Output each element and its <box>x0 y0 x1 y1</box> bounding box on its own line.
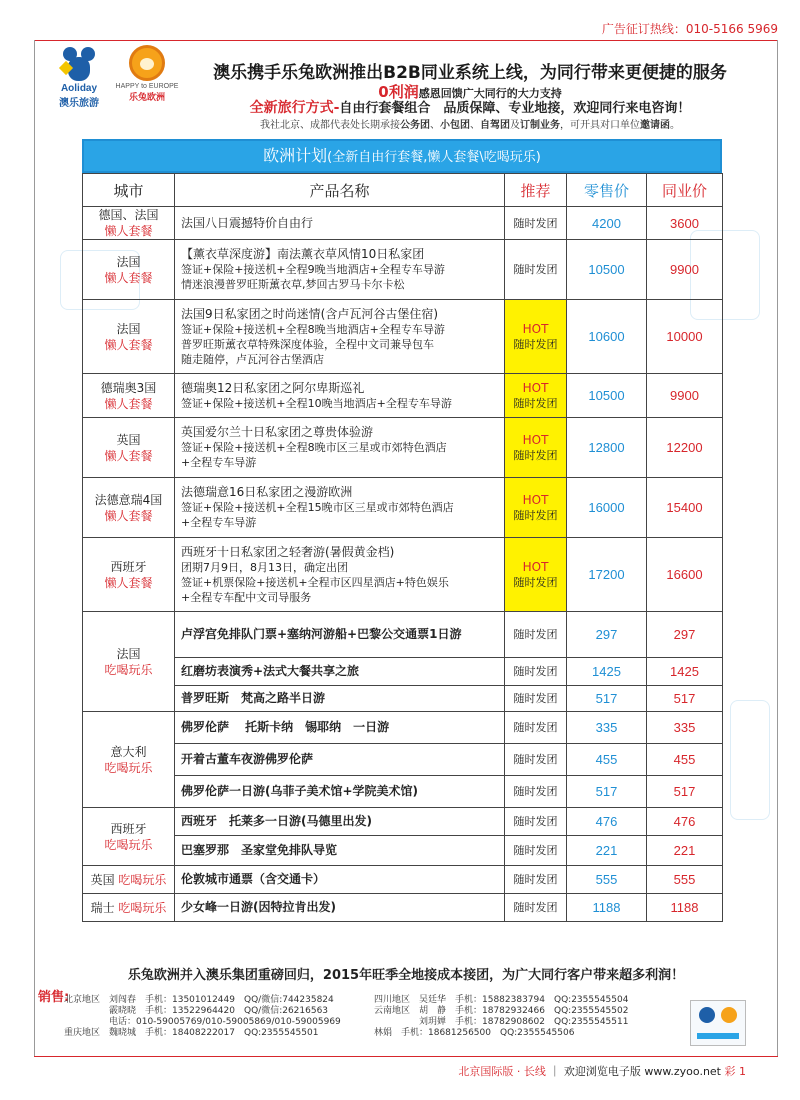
package-type: 吃喝玩乐 <box>104 760 153 775</box>
office-note-text: 、 <box>470 120 480 131</box>
retail-price: 4200 <box>567 207 647 240</box>
product-line: 签证+保险+接送机+全程10晚当地酒店+全程专车导游 <box>181 396 452 410</box>
product-line: 签证+保险+接送机+全程15晚市区三星或市郊特色酒店 <box>181 501 454 514</box>
package-type: 懒人套餐 <box>104 337 153 352</box>
trade-price: 1425 <box>647 658 723 686</box>
product-cell <box>175 538 505 612</box>
new-travel-line <box>190 97 750 117</box>
retail-price: 555 <box>567 866 647 894</box>
table-row <box>83 866 723 894</box>
footer-edition: 北京国际版 · 长线 <box>458 1065 546 1078</box>
product-cell <box>175 300 505 374</box>
table-row <box>83 776 723 808</box>
page-footer <box>458 1063 746 1079</box>
city-cell <box>83 478 175 538</box>
city-cell <box>83 374 175 418</box>
product-line: 法德瑞意16日私家团之漫游欧洲 <box>181 485 353 499</box>
office-note-text: 。 <box>670 120 680 131</box>
table-row <box>83 744 723 776</box>
trade-price: 517 <box>647 776 723 808</box>
city-cell <box>83 240 175 300</box>
header-trade-price: 同业价 <box>647 174 723 207</box>
trade-price: 335 <box>647 712 723 744</box>
product-line: 随走随停，卢瓦河谷古堡酒店 <box>181 352 324 366</box>
product-name: 西班牙 托莱多一日游(马德里出发) <box>175 808 505 836</box>
package-type: 懒人套餐 <box>104 508 153 523</box>
recommend-cell <box>505 374 567 418</box>
recommend-cell <box>505 207 567 240</box>
departure-note: 随时发团 <box>505 776 567 808</box>
city-cell <box>83 612 175 712</box>
trade-price: 9900 <box>647 240 723 300</box>
trade-price: 10000 <box>647 300 723 374</box>
package-type: 吃喝玩乐 <box>118 900 167 915</box>
departure-note: 随时发团 <box>513 263 558 276</box>
hot-badge: HOT <box>522 432 549 447</box>
product-line: 法国八日震撼特价自由行 <box>181 215 314 230</box>
trade-price: 297 <box>647 612 723 658</box>
plan-title: 欧洲计划 <box>263 146 328 165</box>
city-name: 法国 <box>116 646 141 661</box>
departure-note: 随时发团 <box>513 216 558 230</box>
sales-contact: 电话：010-59005769/010-59005869/010-59005969 <box>64 1017 341 1027</box>
product-name: 开着古董车夜游佛罗伦萨 <box>175 744 505 776</box>
sales-label: 销售: <box>38 990 70 1005</box>
city-name: 西班牙 <box>110 821 147 836</box>
city-cell <box>83 894 175 922</box>
footer-page-number: 彩 1 <box>724 1065 746 1078</box>
table-row <box>83 686 723 712</box>
city-cell <box>83 300 175 374</box>
sales-contacts-left <box>64 995 394 1039</box>
footer-separator: ｜ <box>549 1065 561 1078</box>
happy-logo-cn: 乐兔欧洲 <box>128 93 165 103</box>
bg-decoration <box>730 700 770 820</box>
product-line: +全程专车导游 <box>181 456 257 469</box>
table-row <box>83 712 723 744</box>
product-line: +全程专车导游 <box>181 516 257 529</box>
product-line: 【薰衣草深度游】南法薰衣草风情10日私家团 <box>181 247 425 261</box>
sales-contact: 霰晓晓 手机：13522964420 QQ/微信:26216563 <box>64 1006 329 1016</box>
package-type: 懒人套餐 <box>104 270 153 285</box>
departure-note: 随时发团 <box>513 575 558 589</box>
package-type: 吃喝玩乐 <box>104 837 153 852</box>
departure-note: 随时发团 <box>505 808 567 836</box>
product-line: 签证+机票保险+接送机+全程市区四星酒店+特色娱乐 <box>181 575 449 589</box>
table-row <box>83 478 723 538</box>
trade-price: 221 <box>647 836 723 866</box>
departure-note: 随时发团 <box>513 396 558 410</box>
departure-note: 随时发团 <box>513 337 558 351</box>
product-line: 签证+保险+接送机+全程9晚当地酒店+全程专车导游 <box>181 263 445 276</box>
package-type: 吃喝玩乐 <box>104 662 153 677</box>
office-note-text: 、 <box>430 120 440 131</box>
plan-subtitle: (全新自由行套餐,懒人套餐\吃喝玩乐) <box>327 150 541 165</box>
city-name: 德国、法国 <box>98 208 159 222</box>
sales-contact: 云南地区 胡 静 手机：18782932466 QQ:2355545502 <box>374 1006 629 1016</box>
aoliday-logo <box>50 45 108 109</box>
retail-price: 10500 <box>567 374 647 418</box>
footer-divider <box>34 1056 778 1057</box>
header-recommend: 推荐 <box>505 174 567 207</box>
table-row <box>83 207 723 240</box>
trade-price: 12200 <box>647 418 723 478</box>
table-row <box>83 374 723 418</box>
city-name: 英国 <box>90 872 115 887</box>
departure-note: 随时发团 <box>505 894 567 922</box>
zero-profit-text: 感恩回馈广大同行的大力支持 <box>418 87 562 100</box>
new-travel-text: 自由行套餐组合 品质保障、专业地接，欢迎同行来电咨询！ <box>339 101 691 116</box>
brand-thumbnail <box>690 1000 746 1046</box>
retail-price: 10600 <box>567 300 647 374</box>
departure-note: 随时发团 <box>505 612 567 658</box>
city-cell <box>83 712 175 808</box>
recommend-cell <box>505 418 567 478</box>
trade-price: 3600 <box>647 207 723 240</box>
retail-price: 297 <box>567 612 647 658</box>
product-name: 佛罗伦萨 托斯卡纳 锡耶纳 一日游 <box>175 712 505 744</box>
retail-price: 335 <box>567 712 647 744</box>
city-name: 法国 <box>116 254 141 269</box>
package-type: 懒人套餐 <box>104 224 153 238</box>
trade-price: 555 <box>647 866 723 894</box>
city-name: 德瑞奥3国 <box>100 380 157 395</box>
office-note-bold: 邀请函 <box>640 120 670 131</box>
aoliday-logo-en: Aoliday <box>60 83 98 94</box>
page-headline: 澳乐携手乐兔欧洲推出B2B同业系统上线，为同行带来更便捷的服务 <box>213 63 727 83</box>
hot-badge: HOT <box>522 492 549 507</box>
sales-contact: 重庆地区 魏晓城 手机：18408222017 QQ:2355545501 <box>64 1028 319 1038</box>
product-cell <box>175 374 505 418</box>
office-note-text: 我社北京、成都代表处长期承接 <box>260 120 400 131</box>
product-line: 西班牙十日私家团之轻奢游(暑假黄金档) <box>181 544 395 559</box>
product-cell <box>175 240 505 300</box>
trade-price: 476 <box>647 808 723 836</box>
product-name: 巴塞罗那 圣家堂免排队导览 <box>175 836 505 866</box>
package-type: 懒人套餐 <box>104 448 153 463</box>
hot-badge: HOT <box>522 380 549 395</box>
product-name: 红磨坊表演秀+法式大餐共享之旅 <box>175 658 505 686</box>
aoliday-logo-icon <box>59 45 99 83</box>
trade-price: 517 <box>647 686 723 712</box>
retail-price: 517 <box>567 776 647 808</box>
table-row <box>83 612 723 658</box>
sales-contact: 北京地区 刘闯春 手机：13501012449 QQ/微信:744235824 <box>64 995 334 1005</box>
product-line: 英国爱尔兰十日私家团之尊贵体验游 <box>181 425 374 439</box>
ad-hotline: 广告征订热线：010-5166 5969 <box>601 22 778 36</box>
retail-price: 1425 <box>567 658 647 686</box>
departure-note: 随时发团 <box>505 658 567 686</box>
sales-contact: 刘玥婵 手机：18782908602 QQ:2355545511 <box>374 1017 629 1027</box>
retail-price: 12800 <box>567 418 647 478</box>
product-line: 法国9日私家团之时尚迷情(含卢瓦河谷古堡住宿) <box>181 306 438 321</box>
product-line: 签证+保险+接送机+全程8晚市区三星或市郊特色酒店 <box>181 441 447 454</box>
office-note <box>190 116 750 131</box>
product-cell <box>175 418 505 478</box>
footer-website-text: 欢迎浏览电子版 www.zyoo.net <box>563 1065 721 1078</box>
city-name: 法德意瑞4国 <box>94 492 163 507</box>
city-name: 英国 <box>116 432 141 447</box>
header-city: 城市 <box>83 174 175 207</box>
package-type: 懒人套餐 <box>104 396 153 411</box>
retail-price: 455 <box>567 744 647 776</box>
trade-price: 15400 <box>647 478 723 538</box>
departure-note: 随时发团 <box>513 508 558 522</box>
table-header-row <box>83 174 723 207</box>
city-name: 西班牙 <box>110 559 147 574</box>
departure-note: 随时发团 <box>505 712 567 744</box>
product-name: 佛罗伦萨一日游(乌菲子美术馆+学院美术馆) <box>175 776 505 808</box>
retail-price: 10500 <box>567 240 647 300</box>
retail-price: 17200 <box>567 538 647 612</box>
recommend-cell <box>505 538 567 612</box>
retail-price: 16000 <box>567 478 647 538</box>
product-cell <box>175 478 505 538</box>
happy-europe-logo <box>112 45 182 103</box>
product-line: 情迷浪漫普罗旺斯薰衣草,梦回古罗马卡尔卡松 <box>181 278 405 291</box>
city-cell <box>83 207 175 240</box>
departure-note: 随时发团 <box>505 744 567 776</box>
package-type: 吃喝玩乐 <box>118 872 167 887</box>
trade-price: 16600 <box>647 538 723 612</box>
city-name: 意大利 <box>110 744 147 759</box>
office-note-bold: 公务团 <box>400 120 430 131</box>
trade-price: 1188 <box>647 894 723 922</box>
product-name: 卢浮宫免排队门票+塞纳河游船+巴黎公交通票1日游 <box>175 612 505 658</box>
product-name: 普罗旺斯 梵高之路半日游 <box>175 686 505 712</box>
product-line: 团期7月9日，8月13日，确定出团 <box>181 560 348 574</box>
sales-contact: 四川地区 吴廷华 手机：15882383794 QQ:2355545504 <box>374 995 629 1005</box>
table-row <box>83 894 723 922</box>
office-note-text: 及 <box>510 120 520 131</box>
office-note-bold: 小包团 <box>440 120 470 131</box>
city-name: 法国 <box>116 321 141 336</box>
city-cell <box>83 418 175 478</box>
retail-price: 476 <box>567 808 647 836</box>
package-type: 懒人套餐 <box>104 575 153 590</box>
product-table <box>82 173 723 922</box>
departure-note: 随时发团 <box>505 866 567 894</box>
product-cell <box>175 207 505 240</box>
retail-price: 517 <box>567 686 647 712</box>
recommend-cell <box>505 478 567 538</box>
new-travel-word: 全新旅行方式- <box>249 100 340 116</box>
product-line: +全程专车配中文司导服务 <box>181 590 312 604</box>
city-name: 瑞士 <box>90 900 115 915</box>
retail-price: 1188 <box>567 894 647 922</box>
europe-plan-banner <box>82 139 722 173</box>
table-row <box>83 300 723 374</box>
table-row <box>83 538 723 612</box>
city-cell <box>83 808 175 866</box>
zero-profit-word: 0利润 <box>378 83 419 101</box>
happy-logo-en: HAPPY to EUROPE <box>115 83 179 90</box>
departure-note: 随时发团 <box>513 448 558 462</box>
office-note-bold: 自驾团 <box>480 120 510 131</box>
recommend-cell <box>505 300 567 374</box>
trade-price: 9900 <box>647 374 723 418</box>
header-retail-price: 零售价 <box>567 174 647 207</box>
product-line: 德瑞奥12日私家团之阿尔卑斯巡礼 <box>181 380 365 395</box>
product-table-body <box>83 207 723 922</box>
bottom-slogan: 乐兔欧洲并入澳乐集团重磅回归，2015年旺季全地接成本接团，为广大同行客户带来超多利润！ <box>127 968 685 983</box>
header-product: 产品名称 <box>175 174 505 207</box>
retail-price: 221 <box>567 836 647 866</box>
city-cell <box>83 866 175 894</box>
recommend-cell <box>505 240 567 300</box>
office-note-bold: 订制业务 <box>520 120 560 131</box>
product-name: 伦敦城市通票（含交通卡） <box>175 866 505 894</box>
product-line: 签证+保险+接送机+全程8晚当地酒店+全程专车导游 <box>181 322 445 336</box>
departure-note: 随时发团 <box>505 836 567 866</box>
product-name: 少女峰一日游(因特拉肯出发) <box>175 894 505 922</box>
product-line: 普罗旺斯薰衣草特殊深度体验，全程中文司兼导包车 <box>181 337 434 351</box>
table-row <box>83 658 723 686</box>
departure-note: 随时发团 <box>505 686 567 712</box>
lion-mascot-icon <box>129 45 165 81</box>
table-row <box>83 808 723 836</box>
table-row <box>83 836 723 866</box>
hot-badge: HOT <box>522 559 549 574</box>
table-row <box>83 418 723 478</box>
city-cell <box>83 538 175 612</box>
aoliday-logo-cn: 澳乐旅游 <box>59 98 99 109</box>
sales-contact: 林娟 手机：18681256500 QQ:2355545506 <box>374 1028 575 1038</box>
trade-price: 455 <box>647 744 723 776</box>
table-row <box>83 240 723 300</box>
office-note-text: ，可开具对口单位 <box>560 120 640 131</box>
sales-contacts-right <box>374 995 674 1039</box>
hot-badge: HOT <box>522 321 549 336</box>
